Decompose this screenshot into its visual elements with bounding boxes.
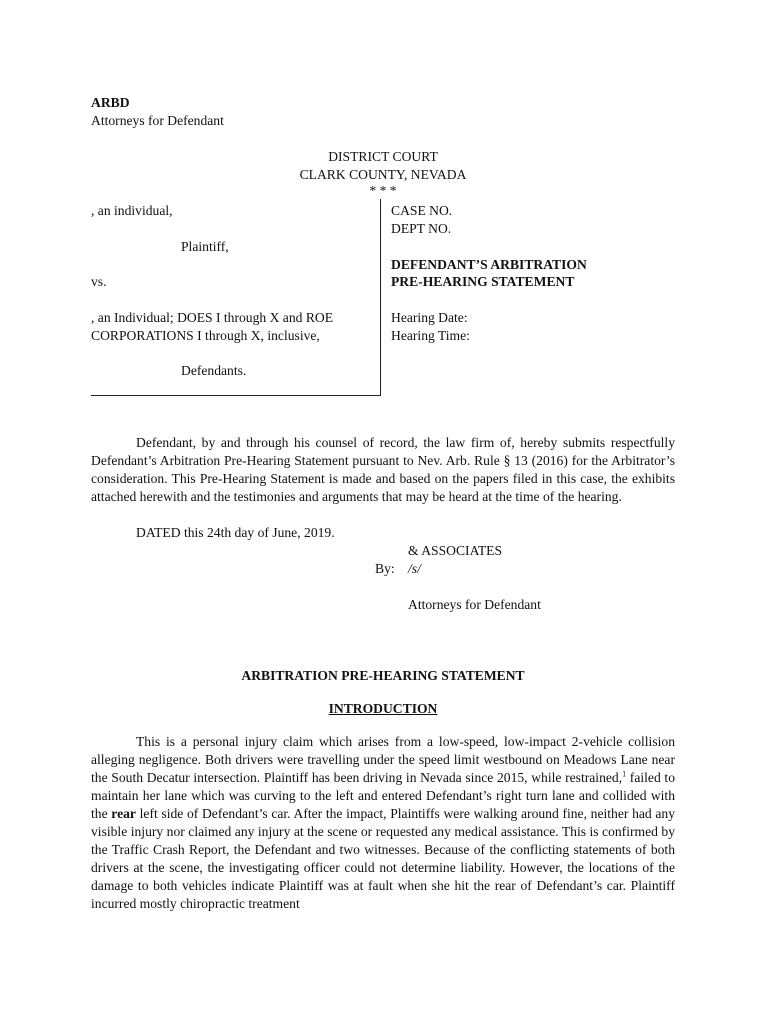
hearing-date: Hearing Date: [391, 310, 468, 325]
subsection-title: INTRODUCTION [328, 701, 438, 716]
dated-line: DATED this 24th day of June, 2019. [136, 525, 335, 540]
court-name: DISTRICT COURT [328, 149, 438, 164]
doc-title-line-2: PRE-HEARING STATEMENT [391, 274, 575, 289]
body-paragraph [91, 733, 675, 913]
attorneys-label: Attorneys for Defendant [91, 113, 224, 128]
defendant-line-2: CORPORATIONS I through X, inclusive, [91, 328, 320, 343]
caption-vertical-divider [380, 199, 381, 395]
court-stars: * * * [369, 183, 397, 198]
defendant-line-1: , an Individual; DOES I through X and ROE [91, 310, 334, 325]
signature-attorneys: Attorneys for Defendant [408, 597, 541, 612]
firm-code: ARBD [91, 95, 130, 110]
footnote-marker: 1 [622, 769, 627, 779]
section-title: ARBITRATION PRE-HEARING STATEMENT [241, 668, 525, 683]
plaintiff-line: , an individual, [91, 203, 173, 218]
vs-label: vs. [91, 274, 107, 289]
caption-bottom-rule [91, 395, 381, 396]
signature-mark: /s/ [408, 561, 421, 576]
dept-no: DEPT NO. [391, 221, 452, 236]
doc-title-line-1: DEFENDANT’S ARBITRATION [391, 257, 587, 272]
intro-paragraph: Defendant, by and through his counsel of record, the law firm of, hereby submits respectfully Defendant’s Arbitration Pre-Hearing Statement pursuant to Nev. Arb. Rule § 13 (2016) for the Arbitrator’s consideration. This Pre-Hearing Statement is made and based on the papers filed in this case, the exhibits attached herewith and the testimonies and arguments that may be heard at the time of the hearing. [91, 435, 675, 504]
defendants-label: Defendants. [181, 363, 247, 378]
plaintiff-label: Plaintiff, [181, 239, 229, 254]
body-part-3: left side of Defendant’s car. After the impact, Plaintiffs were walking around fine, neither had any visible injury nor claimed any injury at the scene or requested any medical assistance. This is confirmed by the Traffic Crash Report, the Defendant and two witnesses. Because of the conflicting statements of both drivers at the scene, the investigating officer could not determine liability. However, the locations of the damage to both vehicles indicate Plaintiff was at fault when she hit the rear of Defendant’s car. Plaintiff incurred mostly chiropractic treatment [91, 806, 676, 911]
body-bold-word: rear [111, 806, 136, 821]
signature-firm: & ASSOCIATES [408, 543, 503, 558]
signature-by-label: By: [375, 561, 395, 576]
body-part-2: failed to maintain her lane which was curving to the left and entered Defendant’s right turn lane and collided with the [91, 770, 675, 821]
body-part-1: This is a personal injury claim which arises from a low-speed, low-impact 2-vehicle collision alleging negligence. Both drivers were travelling under the speed limit westbound on Meadows Lane near the South Decatur intersection. Plaintiff has been driving in Nevada since 2015, while restrained, [91, 734, 675, 785]
case-no: CASE NO. [391, 203, 453, 218]
hearing-time: Hearing Time: [391, 328, 470, 343]
court-county: CLARK COUNTY, NEVADA [299, 167, 467, 182]
subsection-title-wrap [91, 700, 675, 718]
